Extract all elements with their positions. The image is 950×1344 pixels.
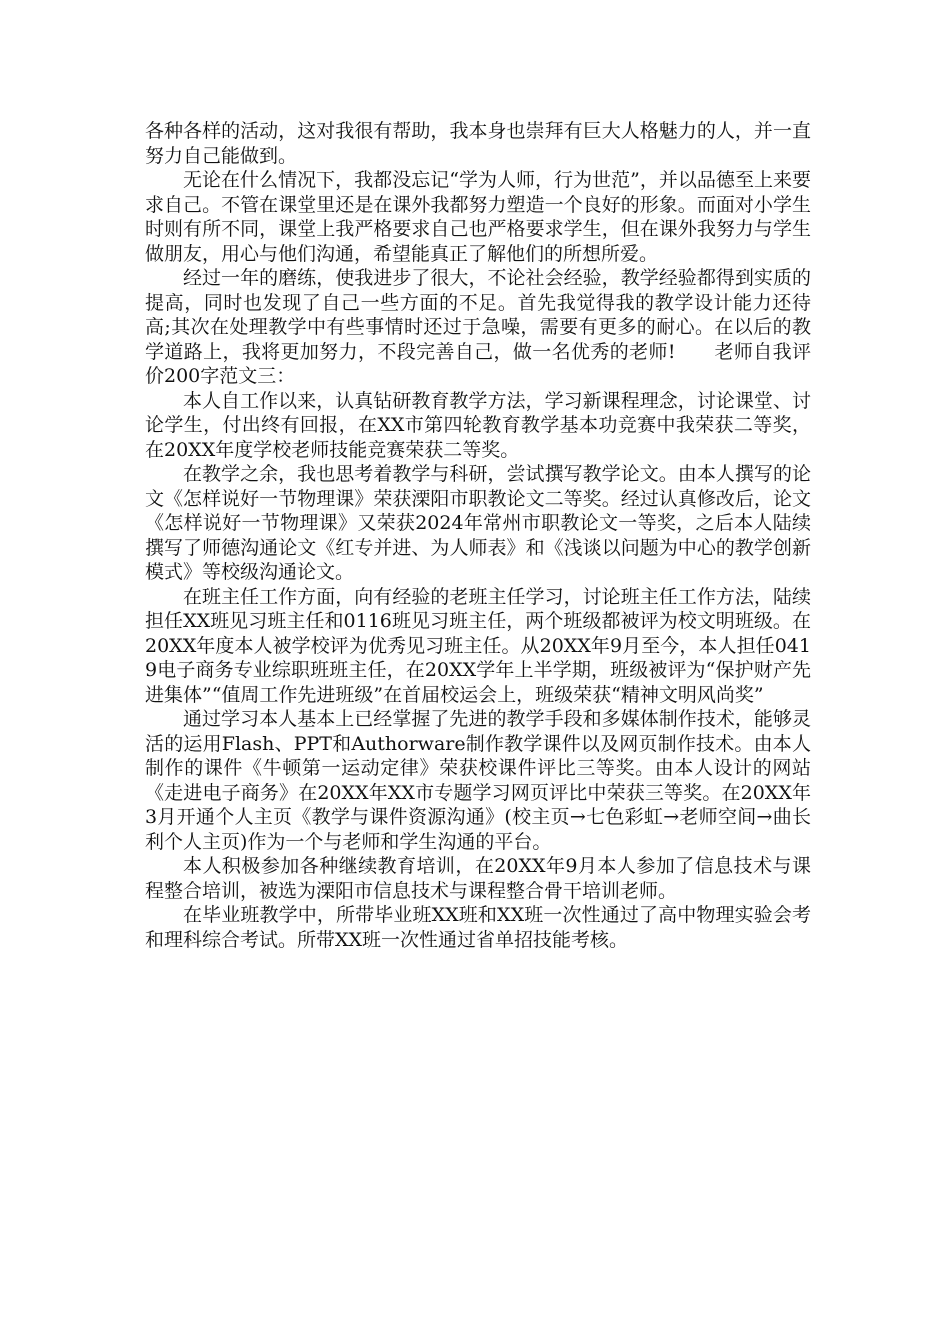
- paragraph-5: 在教学之余，我也思考着教学与科研，尝试撰写教学论文。由本人撰写的论文《怎样说好一节物理课》荣获溧阳市职教论文二等奖。经过认真修改后，论文《怎样说好一节物理课》又荣获2024年常州市职教论文一等奖，之后本人陆续撰写了师德沟通论文《红专并进、为人师表》和《浅谈以问题为中心的教学创新模式》等校级沟通论文。: [145, 463, 811, 583]
- paragraph-6: 在班主任工作方面，向有经验的老班主任学习，讨论班主任工作方法，陆续担任XX班见习班主任和0116班见习班主任，两个班级都被评为校文明班级。在20XX年度本人被学校评为优秀见习班主任。从20XX年9月至今，本人担任0419电子商务专业综职班班主任，在20XX学年上半学期，班级被评为“保护财产先进集体”“值周工作先进班级”在首届校运会上，班级荣获“精神文明风尚奖”: [145, 585, 811, 706]
- paragraph-1: 各种各样的活动，这对我很有帮助，我本身也崇拜有巨大人格魅力的人，并一直努力自己能做到。: [145, 120, 811, 167]
- paragraph-2: 无论在什么情况下，我都没忘记“学为人师，行为世范”，并以品德至上来要求自己。不管在课堂里还是在课外我都努力塑造一个良好的形象。而面对小学生时则有所不同，课堂上我严格要求自己也严格要求学生，但在课外我努力与学生做朋友，用心与他们沟通，希望能真正了解他们的所想所爱。: [145, 169, 811, 265]
- paragraph-8: 本人积极参加各种继续教育培训，在20XX年9月本人参加了信息技术与课程整合培训，被选为溧阳市信息技术与课程整合骨干培训老师。: [145, 855, 811, 902]
- paragraph-3: 经过一年的磨练，使我进步了很大，不论社会经验，教学经验都得到实质的提高，同时也发现了自己一些方面的不足。首先我觉得我的教学设计能力还待高;其次在处理教学中有些事情时还过于急噪，需要有更多的耐心。在以后的教学道路上，我将更加努力，不段完善自己，做一名优秀的老师! 老师自我评价200字范文三：: [145, 267, 811, 387]
- document-page: [145, 119, 811, 952]
- paragraph-4: 本人自工作以来，认真钻研教育教学方法，学习新课程理念，讨论课堂、讨论学生，付出终有回报，在XX市第四轮教育教学基本功竞赛中我荣获二等奖，在20XX年度学校老师技能竞赛荣获二等奖。: [145, 389, 811, 461]
- paragraph-9: 在毕业班教学中，所带毕业班XX班和XX班一次性通过了高中物理实验会考和理科综合考试。所带XX班一次性通过省单招技能考核。: [145, 904, 811, 951]
- paragraph-7: 通过学习本人基本上已经掌握了先进的教学手段和多媒体制作技术，能够灵活的运用Flash、PPT和Authorware制作教学课件以及网页制作技术。由本人制作的课件《牛顿第一运动定律》荣获校课件评比三等奖。由本人设计的网站《走进电子商务》在20XX年XX市专题学习网页评比中荣获三等奖。在20XX年3月开通个人主页《教学与课件资源沟通》(校主页→七色彩虹→老师空间→曲长利个人主页)作为一个与老师和学生沟通的平台。: [145, 708, 811, 853]
